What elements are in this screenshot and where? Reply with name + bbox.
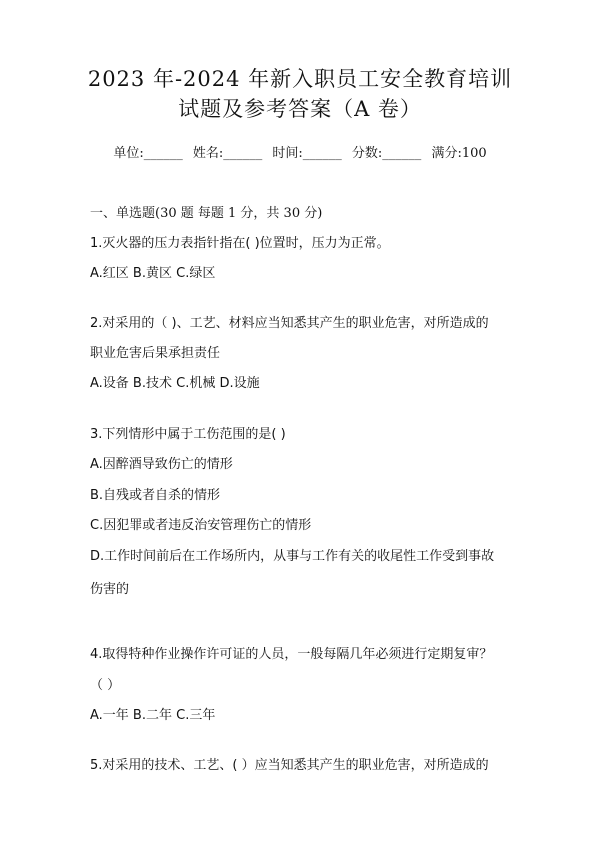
question-3-option-a: A.因醉酒导致伤亡的情形	[90, 457, 233, 472]
unit-field: 单位:______	[113, 146, 183, 161]
section-heading: 一、单选题(30 题 每题 1 分，共 30 分)	[90, 206, 323, 221]
question-3-option-d-cont: 伤害的	[90, 582, 130, 597]
name-field: 姓名:______	[192, 146, 263, 161]
question-1-options: A.红区 B.黄区 C.绿区	[90, 266, 216, 281]
question-4-options: A.一年 B.二年 C.三年	[90, 708, 216, 723]
full-score: 满分:100	[431, 146, 487, 161]
question-4-text-cont: （ ）	[90, 678, 121, 693]
document-title-line-2: 试题及参考答案（A 卷）	[178, 97, 422, 121]
question-2-options: A.设备 B.技术 C.机械 D.设施	[90, 376, 260, 391]
question-3-option-b: B.自残或者自杀的情形	[90, 488, 221, 503]
question-2-text-cont: 职业危害后果承担责任	[90, 346, 221, 361]
exam-info-row	[0, 142, 600, 161]
document-title-line-1: 2023 年-2024 年新入职员工安全教育培训	[87, 67, 513, 91]
score-field: 分数:______	[351, 146, 422, 161]
question-5-text: 5.对采用的技术、工艺、( ）应当知悉其产生的职业危害，对所造成的	[90, 758, 489, 773]
question-1-text: 1.灭火器的压力表指针指在( )位置时，压力为正常。	[90, 236, 390, 251]
question-2-text: 2.对采用的（ )、工艺、材料应当知悉其产生的职业危害，对所造成的	[90, 316, 489, 331]
question-4-text: 4.取得特种作业操作许可证的人员，一般每隔几年必须进行定期复审？	[90, 647, 493, 662]
question-3-option-c: C.因犯罪或者违反治安管理伤亡的情形	[90, 518, 312, 533]
question-3-option-d: D.工作时间前后在工作场所内，从事与工作有关的收尾性工作受到事故	[90, 549, 495, 564]
question-3-text: 3.下列情形中属于工伤范围的是( )	[90, 427, 286, 442]
time-field: 时间:______	[272, 146, 342, 161]
